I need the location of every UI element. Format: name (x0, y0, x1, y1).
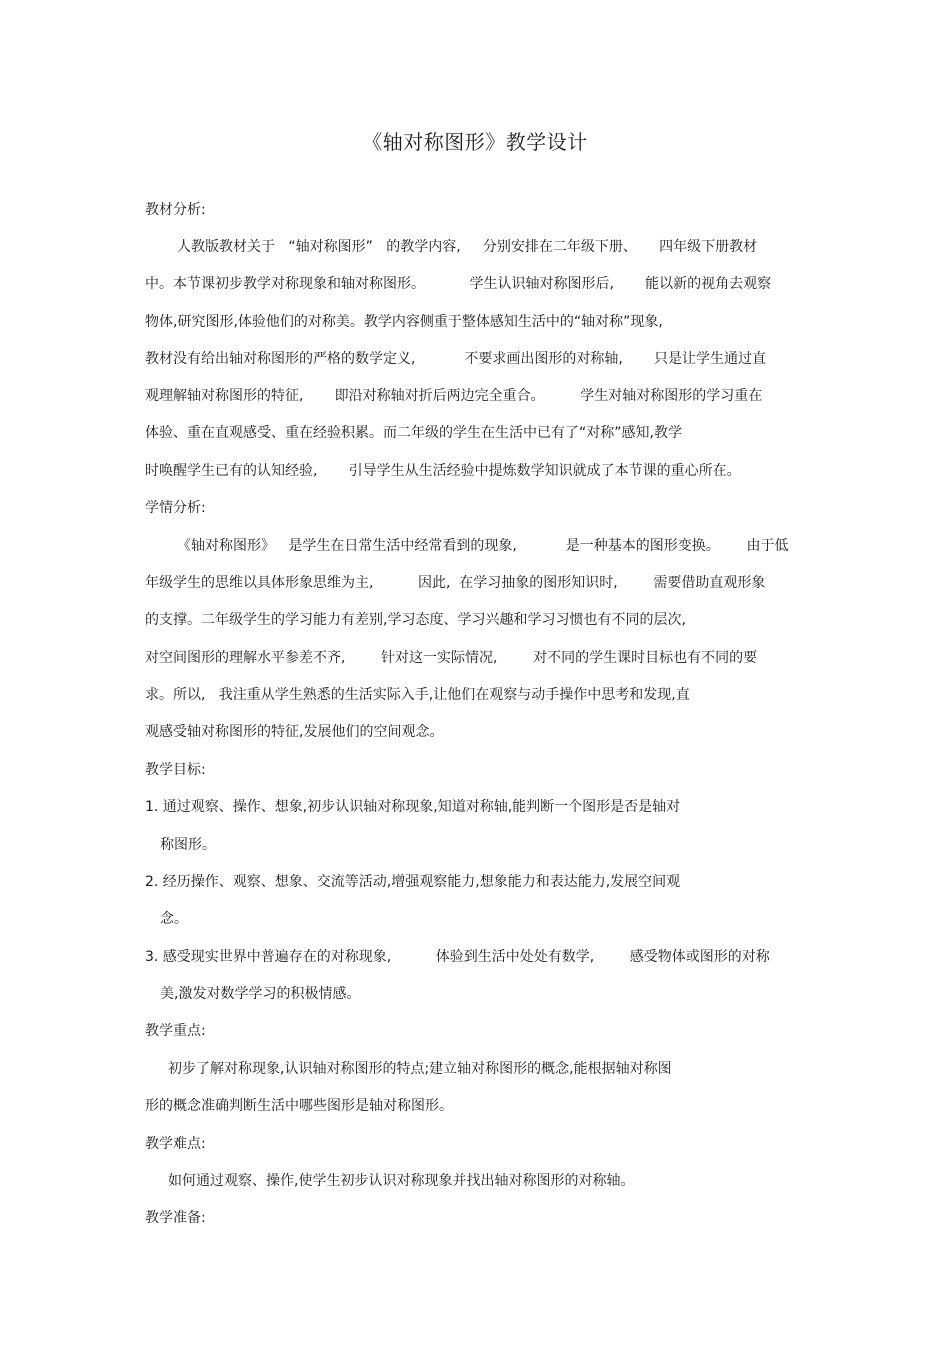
document-title: 《轴对称图形》教学设计 (362, 130, 588, 154)
students-line-3: 的支撑。二年级学生的学习能力有差别,学习态度、学习兴趣和学习习惯也有不同的层次, (145, 612, 686, 628)
students-line-4: 对空间图形的理解水平参差不齐, 针对这一实际情况, 对不同的学生课时目标也有不同的要 (145, 650, 758, 666)
students-line-6: 观感受轴对称图形的特征,发展他们的空间观念。 (145, 724, 444, 740)
section-heading-goals: 教学目标: (145, 762, 206, 778)
material-line-6: 体验、重在直观感受、重在经验积累。而二年级的学生在生活中已有了“对称”感知,教学 (145, 425, 682, 441)
section-heading-preparation: 教学准备: (145, 1210, 206, 1226)
goal-item-1: 1. 通过观察、操作、想象,初步认识轴对称现象,知道对称轴,能判断一个图形是否是轴对 (145, 799, 681, 815)
material-line-3: 物体,研究图形,体验他们的对称美。教学内容侧重于整体感知生活中的“轴对称”现象, (145, 314, 663, 330)
section-heading-difficulties: 教学难点: (145, 1136, 206, 1152)
section-heading-students: 学情分析: (145, 500, 206, 516)
goal-item-3-continued: 美,激发对数学学习的积极情感。 (160, 986, 361, 1002)
students-line-1: 《轴对称图形》 是学生在日常生活中经常看到的现象, 是一种基本的图形变换。 由于低 (177, 538, 789, 554)
material-line-2: 中。本节课初步教学对称现象和轴对称图形。 学生认识轴对称图形后, 能以新的视角去观察 (145, 276, 772, 292)
goal-item-2-continued: 念。 (160, 911, 188, 927)
key-points-line-1: 初步了解对称现象,认识轴对称图形的特点;建立轴对称图形的概念,能根据轴对称图 (168, 1061, 672, 1077)
students-line-5: 求。所以, 我注重从学生熟悉的生活实际入手,让他们在观察与动手操作中思考和发现,直 (145, 687, 690, 703)
material-line-4: 教材没有给出轴对称图形的严格的数学定义, 不要求画出图形的对称轴, 只是让学生通过直 (145, 351, 767, 367)
section-heading-key-points: 教学重点: (145, 1023, 206, 1039)
goal-item-2: 2. 经历操作、观察、想象、交流等活动,增强观察能力,想象能力和表达能力,发展空间观 (145, 874, 681, 890)
difficulties-line-1: 如何通过观察、操作,使学生初步认识对称现象并找出轴对称图形的对称轴。 (168, 1173, 635, 1189)
section-heading-material: 教材分析: (145, 202, 206, 218)
material-line-5: 观理解轴对称图形的特征, 即沿对称轴对折后两边完全重合。 学生对轴对称图形的学习重在 (145, 388, 763, 404)
material-line-1: 人教版教材关于 “轴对称图形” 的教学内容, 分别安排在二年级下册、 四年级下册教材 (177, 239, 758, 255)
material-line-7: 时唤醒学生已有的认知经验, 引导学生从生活经验中提炼数学知识就成了本节课的重心所在。 (145, 463, 741, 479)
students-line-2: 年级学生的思维以具体形象思维为主, 因此, 在学习抽象的图形知识时, 需要借助直观形象 (145, 575, 766, 591)
goal-item-1-continued: 称图形。 (160, 837, 216, 853)
key-points-line-2: 形的概念准确判断生活中哪些图形是轴对称图形。 (145, 1098, 453, 1114)
goal-item-3: 3. 感受现实世界中普遍存在的对称现象, 体验到生活中处处有数学, 感受物体或图形的对称 (145, 949, 770, 965)
